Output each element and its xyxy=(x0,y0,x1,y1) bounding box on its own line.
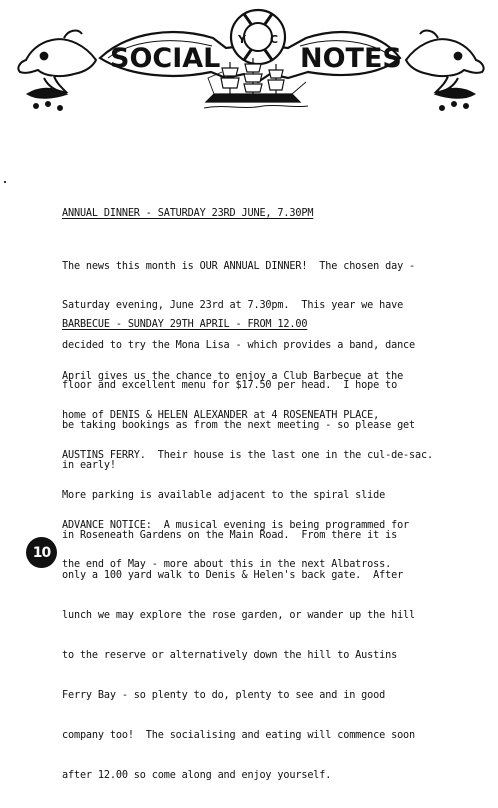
dinner-heading: ANNUAL DINNER - SATURDAY 23RD JUNE, 7.30PM xyxy=(62,208,314,219)
lifebuoy-letter-c: C xyxy=(270,33,279,46)
paragraph-line: in early! xyxy=(62,460,116,472)
paragraph-line: in Roseneath Gardens on the Main Road. From there it is xyxy=(62,530,398,542)
paragraph-line: More parking is available adjacent to the spiral slide xyxy=(62,490,386,502)
paragraph-line: to the reserve or alternatively down the hill to Austins xyxy=(62,649,398,661)
masthead-word-notes: NOTES xyxy=(300,43,402,74)
left-dolphin-icon xyxy=(18,31,96,110)
page-number-badge xyxy=(26,537,57,568)
paragraph-line: AUSTINS FERRY. Their house is the last one in the cul-de-sac. xyxy=(62,450,433,462)
barbecue-heading: BARBECUE - SUNDAY 29TH APRIL - FROM 12.00 xyxy=(62,319,308,330)
paragraph-line: be taking bookings as from the next meeting - so please get xyxy=(62,420,416,432)
paragraph-line: home of DENIS & HELEN ALEXANDER at 4 ROSENEATH PLACE, xyxy=(62,410,380,422)
paragraph-line: only a 100 yard walk to Denis & Helen's back gate. After xyxy=(62,570,404,582)
paragraph-line: Saturday evening, June 23rd at 7.30pm. This year we have xyxy=(62,300,404,312)
paragraph-line: ADVANCE NOTICE: A musical evening is being programmed for xyxy=(62,519,410,531)
scan-speck xyxy=(4,181,6,183)
advance-notice-paragraph xyxy=(62,492,482,598)
paragraph-line: Ferry Bay - so plenty to do, plenty to see and in good xyxy=(62,689,386,701)
right-dolphin-icon xyxy=(406,31,484,110)
paragraph-line: April gives us the chance to enjoy a Club Barbecue at the xyxy=(62,370,404,382)
lifebuoy-letter-y: Y xyxy=(238,33,246,46)
paragraph-line: floor and excellent menu for $17.50 per head. I hope to xyxy=(62,380,398,392)
paragraph-line: decided to try the Mona Lisa - which provides a band, dance xyxy=(62,340,416,352)
masthead-illustration xyxy=(8,2,494,114)
page-number: 10 xyxy=(32,544,51,561)
lifebuoy-icon xyxy=(231,10,285,64)
social-notes-masthead xyxy=(8,2,494,114)
paragraph-line: The news this month is OUR ANNUAL DINNER! The chosen day - xyxy=(62,260,416,272)
paragraph-line: the end of May - more about this in the next Albatross. xyxy=(62,559,392,571)
paragraph-line: after 12.00 so come along and enjoy yourself. xyxy=(62,769,332,781)
paragraph-line: lunch we may explore the rose garden, or wander up the hill xyxy=(62,609,416,621)
masthead-word-social: SOCIAL xyxy=(110,43,221,74)
paragraph-line: company too! The socialising and eating will commence soon xyxy=(62,729,416,741)
